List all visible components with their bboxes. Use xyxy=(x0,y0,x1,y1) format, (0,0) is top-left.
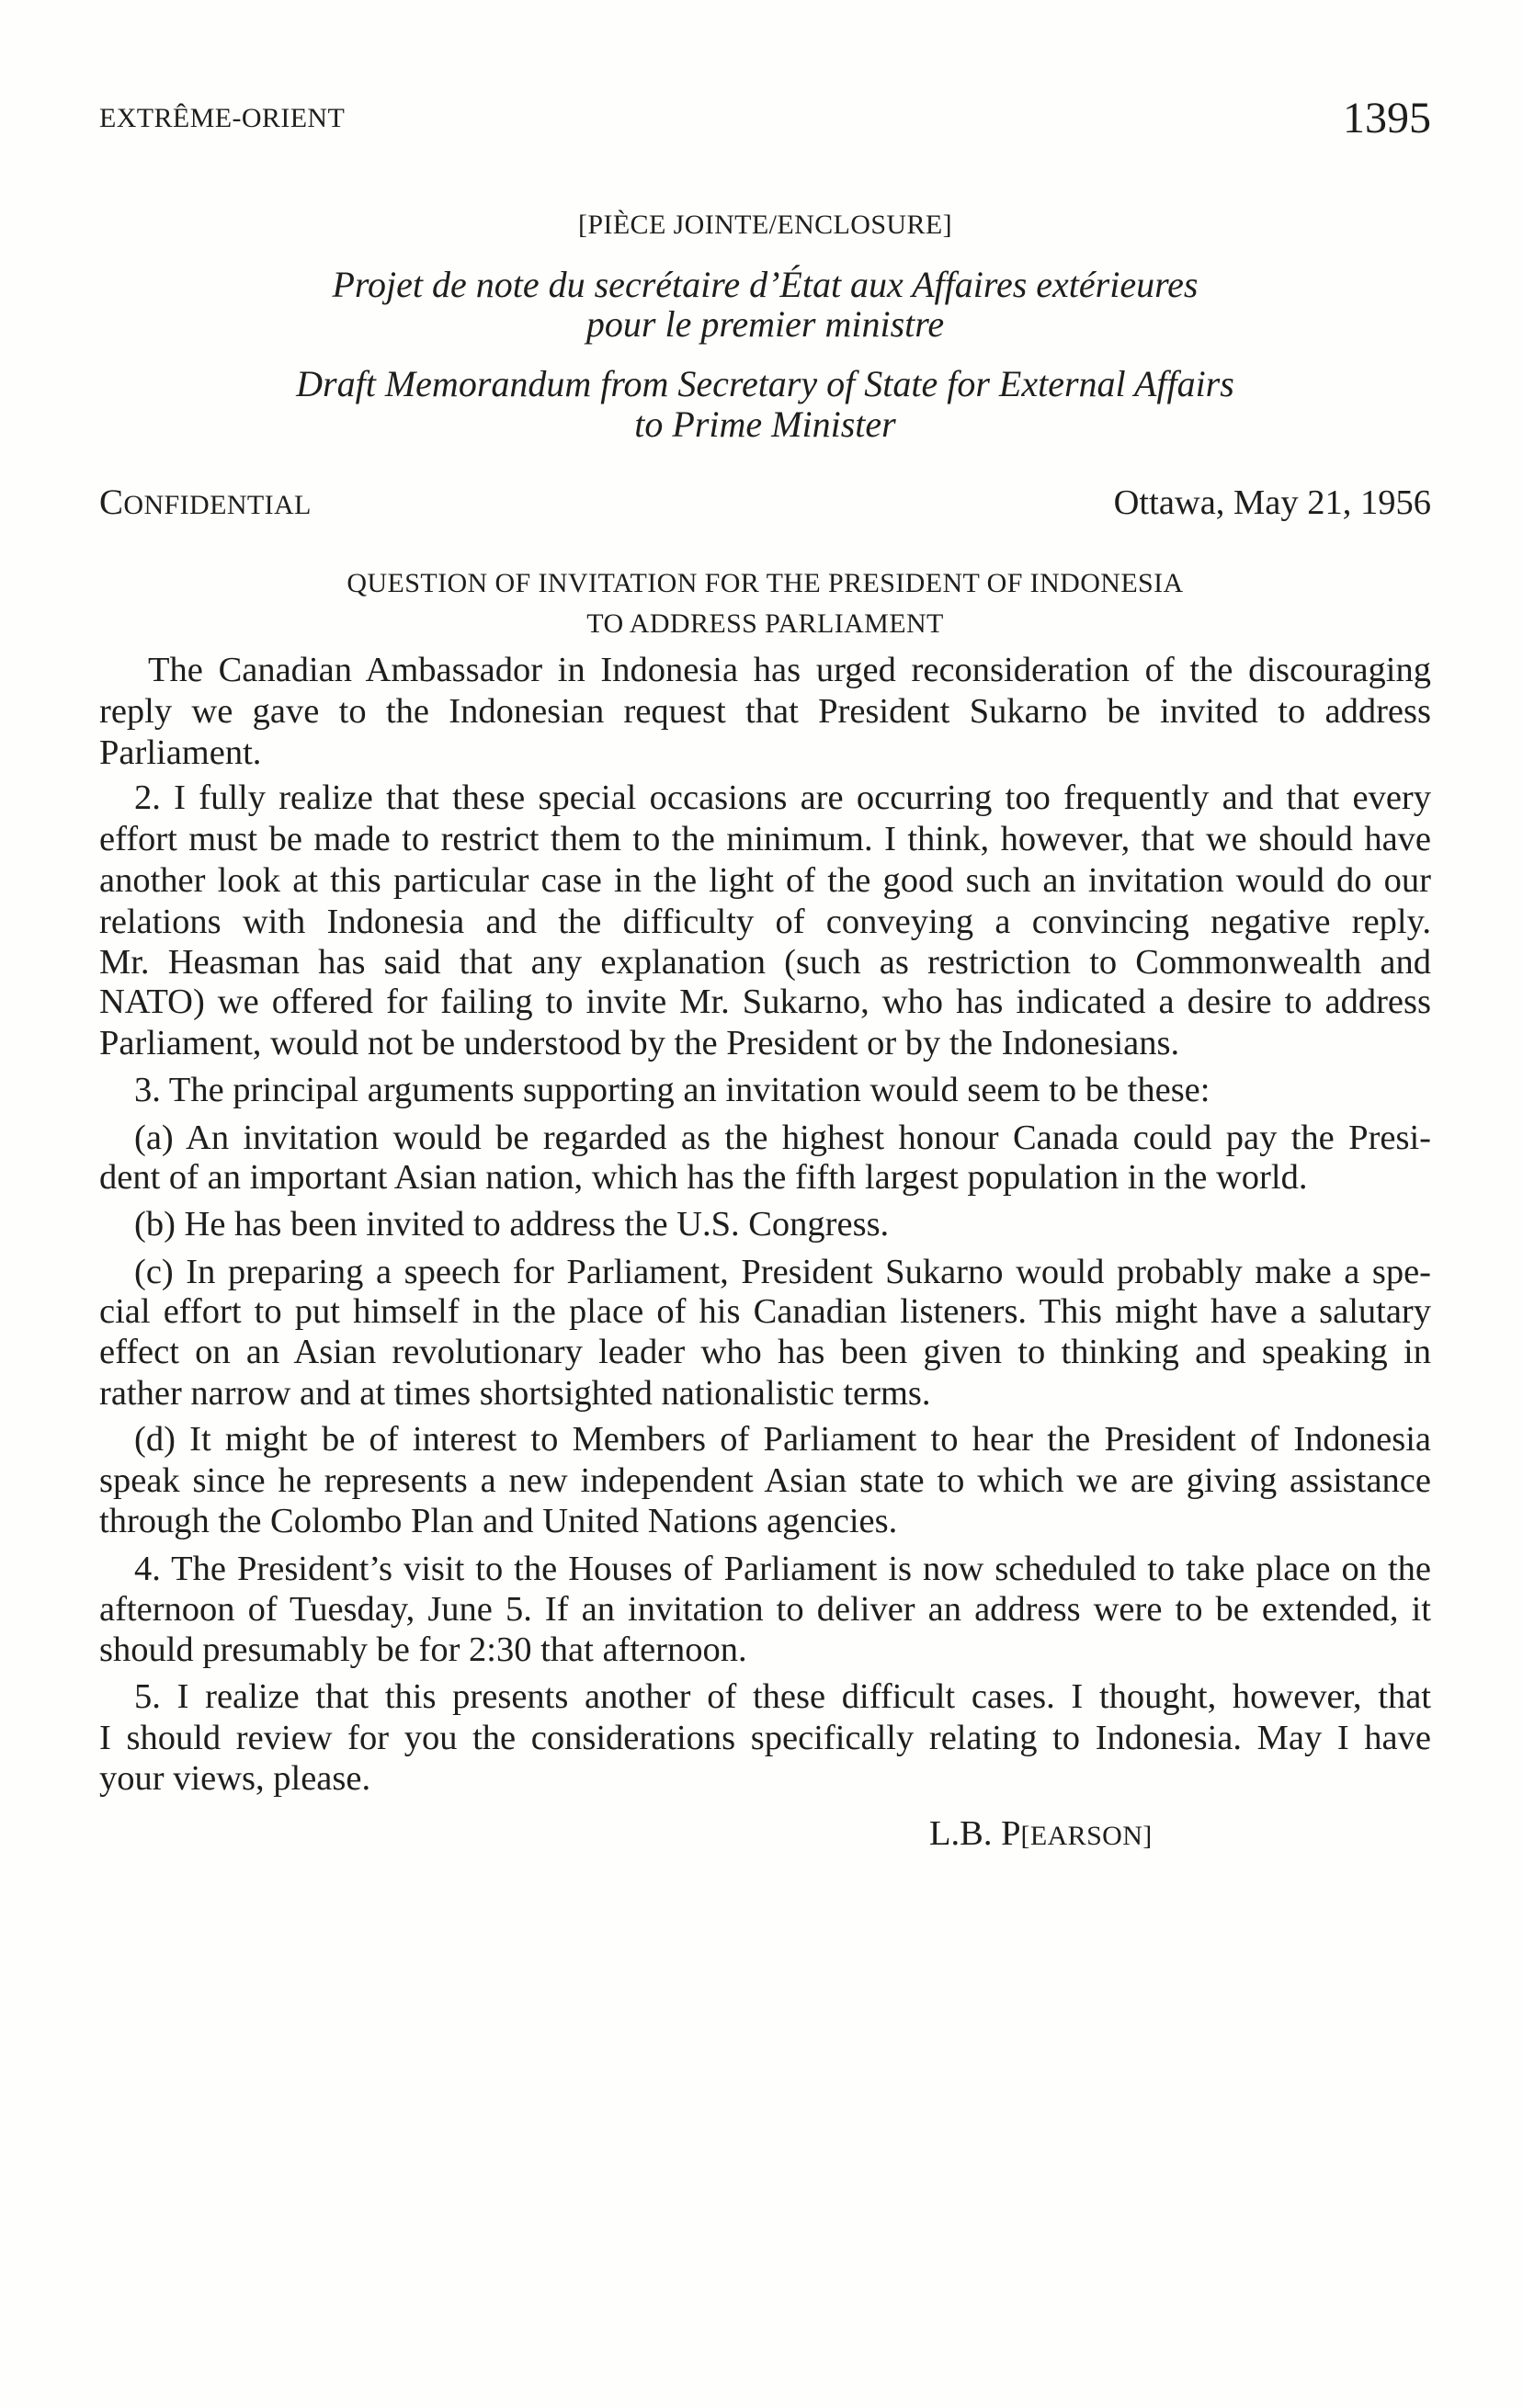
body-line: speak since he represents a new independent Asian state to which we are giving assistance xyxy=(99,1461,1431,1500)
body-line: rather narrow and at times shortsighted nationalistic terms. xyxy=(99,1374,931,1413)
enclosure-label: [PIÈCE JOINTE/ENCLOSURE] xyxy=(577,210,953,240)
body-line: I should review for you the considerations specifically relating to Indonesia. May I have xyxy=(99,1719,1431,1757)
subject-line: TO ADDRESS PARLIAMENT xyxy=(586,608,944,639)
body-line: (d) It might be of interest to Members of Parliament to hear the President of Indonesia xyxy=(134,1420,1431,1459)
body-line: relations with Indonesia and the difficulty of conveying a convincing negative reply. xyxy=(99,903,1431,941)
body-line: dent of an important Asian nation, which has the fifth largest population in the world. xyxy=(99,1158,1308,1197)
subject-line: QUESTION OF INVITATION FOR THE PRESIDENT OF INDONESIA xyxy=(347,568,1184,598)
title-en-line: to Prime Minister xyxy=(634,403,896,445)
body-line: 5. I realize that this presents another of these difficult cases. I thought, however, that xyxy=(134,1677,1431,1716)
body-line: another look at this particular case in the light of the good such an invitation would do our xyxy=(99,861,1431,900)
body-line: NATO) we offered for failing to invite Mr. Sukarno, who has indicated a desire to address xyxy=(99,983,1431,1021)
body-line: effort must be made to restrict them to the minimum. I think, however, that we should have xyxy=(99,820,1431,858)
body-line: through the Colombo Plan and United Nations agencies. xyxy=(99,1502,898,1540)
body-line: (b) He has been invited to address the U.S. Congress. xyxy=(134,1205,890,1244)
page-number: 1395 xyxy=(1343,94,1431,142)
body-line: Mr. Heasman has said that any explanation (such as restriction to Commonwealth and xyxy=(99,943,1431,982)
place-date: Ottawa, May 21, 1956 xyxy=(1113,483,1431,522)
body-line: should presumably be for 2:30 that afternoon. xyxy=(99,1630,747,1669)
body-line: reply we gave to the Indonesian request that President Sukarno be invited to address xyxy=(99,692,1431,731)
body-line: (c) In preparing a speech for Parliament, President Sukarno would probably make a spe- xyxy=(134,1253,1431,1291)
body-line: afternoon of Tuesday, June 5. If an invitation to deliver an address were to be extended, it xyxy=(99,1590,1431,1629)
title-fr-line: pour le premier ministre xyxy=(585,303,945,345)
body-line: cial effort to put himself in the place of his Canadian listeners. This might have a salutary xyxy=(99,1292,1431,1331)
body-line: (a) An invitation would be regarded as the highest honour Canada could pay the Presi- xyxy=(134,1119,1431,1157)
body-line: effect on an Asian revolutionary leader who has been given to thinking and speaking in xyxy=(99,1333,1431,1371)
body-line: Parliament. xyxy=(99,733,262,772)
body-line: 3. The principal arguments supporting an invitation would seem to be these: xyxy=(134,1071,1210,1109)
signature xyxy=(929,1813,1153,1857)
title-en-line: Draft Memorandum from Secretary of State for External Affairs xyxy=(296,363,1234,404)
body-line: Parliament, would not be understood by the President or by the Indonesians. xyxy=(99,1024,1180,1062)
title-fr-line: Projet de note du secrétaire d’État aux Affaires extérieures xyxy=(332,264,1199,305)
body-line: 2. I fully realize that these special occasions are occurring too frequently and that every xyxy=(134,778,1431,817)
running-header: EXTRÊME-ORIENT xyxy=(99,103,346,133)
body-line: your views, please. xyxy=(99,1759,371,1798)
signature-initials: L.B. P xyxy=(929,1814,1021,1853)
body-line: 4. The President’s visit to the Houses of Parliament is now scheduled to take place on the xyxy=(134,1550,1431,1588)
signature-name-rest: [EARSON] xyxy=(1020,1821,1153,1851)
body-line: The Canadian Ambassador in Indonesia has urged reconsideration of the discouraging xyxy=(148,651,1431,689)
classification-label: CONFIDENTIAL xyxy=(99,483,312,522)
